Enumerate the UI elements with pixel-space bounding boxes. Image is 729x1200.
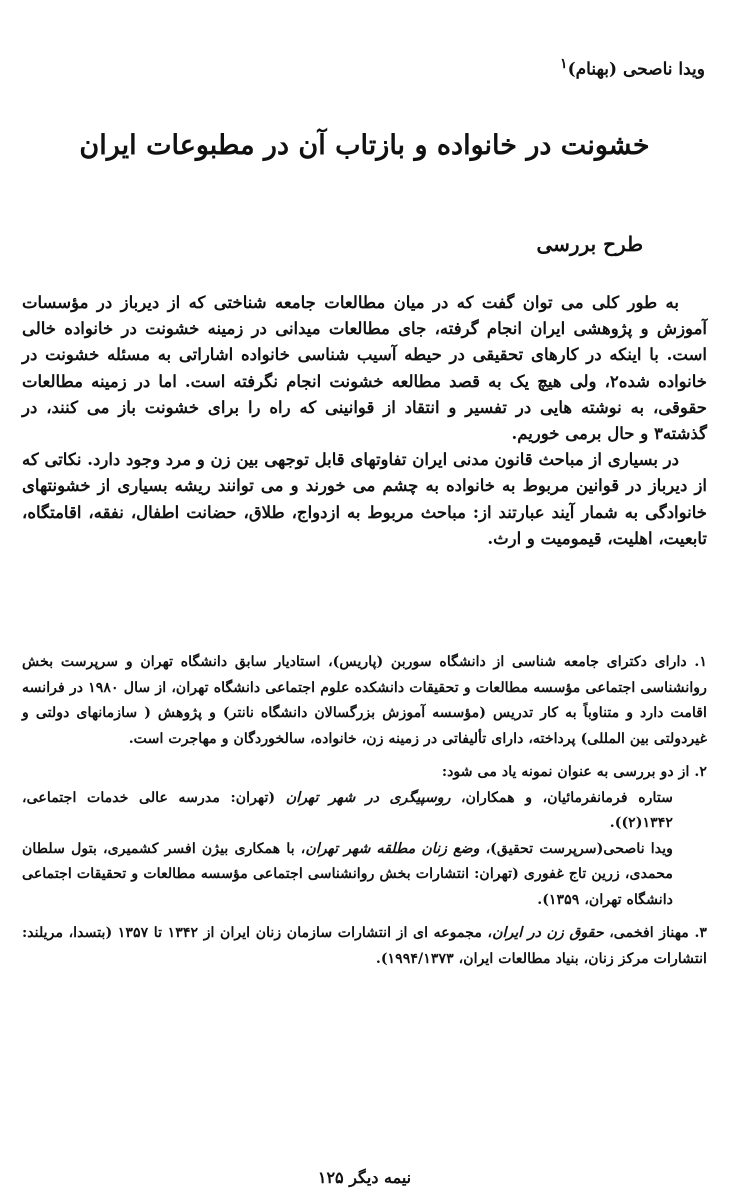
reference-publication: (تهران: مدرسه عالی خدمات اجتماعی، ۱۳۴۲(۲)). xyxy=(22,789,673,831)
article-title: خشونت در خانواده و بازتاب آن در مطبوعات ایران xyxy=(79,130,650,161)
reference-publication: ، با همکاری بیژن افسر کشمیری، بتول سلطان محمدی، زرین تاج غفوری (تهران: انتشارات بخش روانشناسی اجتماعی مؤسسه مطالعات و تحقیقات اجتماعی دانشگاه تهران، ۱۳۵۹). xyxy=(22,840,673,908)
reference-book-title: حقوق زن در ایران xyxy=(492,925,604,941)
reference-publication: ، مجموعه ای از انتشارات سازمان زنان ایران از ۱۳۴۲ تا ۱۳۵۷ (بتسدا، مریلند: انتشارات مرکز زنان، بنیاد مطالعات ایران، ۱۹۹۴/۱۳۷۳). xyxy=(22,925,707,967)
footnote-2 xyxy=(22,760,707,913)
author-name xyxy=(560,56,705,80)
paragraph: در بسیاری از مباحث قانون مدنی ایران تفاوتهای قابل توجهی بین زن و مرد وجود دارد. نکاتی که از دیرباز در قوانین مربوط به خانواده به چشم می خورند و می توانند ریشه بسیاری از خشونتهای خانوادگی به شمار آیند عبارتند از: مباحث مربوط به ازدواج، طلاق، حضانت اطفال، نفقه، اقامتگاه، تابعیت، اهلیت، قیمومیت و ارث. xyxy=(22,450,707,548)
footnote-label: ۱. xyxy=(694,654,707,670)
reference-authors: مهناز افخمی، xyxy=(603,925,689,941)
article-body xyxy=(22,290,707,552)
footnote-label: ۲. xyxy=(694,764,707,780)
author-text: ویدا ناصحی (بهنام) xyxy=(567,59,705,80)
footnote-label: ۳. xyxy=(694,925,708,941)
footnote-1 xyxy=(22,650,707,752)
section-heading: طرح بررسی xyxy=(536,232,643,256)
footnote-text: دارای دکترای جامعه شناسی از دانشگاه سوربن (پاریس)، استادیار سابق دانشگاه تهران و سرپرست بخش روانشناسی اجتماعی مؤسسه مطالعات و تحقیقات دانشکده علوم اجتماعی دانشگاه تهران، از سال ۱۹۸۰ در فرانسه اقامت دارد و متناوباً به کار تدریس (مؤسسه آموزش بزرگسالان دانشگاه نانتر) و پژوهش ( سازمانهای دولتی و غیردولتی بین المللی) پرداخته، دارای تألیفاتی در زمینه زن، خانواده، سالخوردگان و مهاجرت است. xyxy=(22,654,708,747)
author-footnote-mark: ۱ xyxy=(559,56,568,72)
footnotes xyxy=(22,650,707,980)
reference-authors: ستاره فرمانفرمائیان، و همکاران، xyxy=(450,789,673,806)
footnote-reference xyxy=(22,837,707,914)
page-footer: نیمه دیگر ۱۲۵ xyxy=(317,1168,412,1187)
footnote-reference xyxy=(22,786,707,837)
reference-authors: ویدا ناصحی(سرپرست تحقیق)، xyxy=(479,840,673,857)
footnote-3 xyxy=(22,921,707,972)
footnote-text: از دو بررسی به عنوان نمونه یاد می شود: xyxy=(441,764,690,780)
reference-book-title: وضع زنان مطلقه شهر تهران xyxy=(305,840,480,857)
reference-book-title: روسپیگری در شهر تهران xyxy=(285,789,451,806)
paragraph: به طور کلی می توان گفت که در میان مطالعات جامعه شناختی که از دیرباز در مؤسسات آموزش و پژوهشی ایران انجام گرفته، جای مطالعات میدانی در زمینه خشونت در خانواده خالی است. با اینکه در کارهای تحقیقی در حیطه آسیب شناسی خانواده اشاراتی به مسئله خشونت در خانواده شده۲، ولی هیچ یک به قصد مطالعه خشونت انجام نگرفته است. اما در زمینه مطالعات حقوقی، به نوشته هایی در تفسیر و انتقاد از قوانینی که راه را برای خشونت باز می کنند، در گذشته۳ و حال برمی خوریم. xyxy=(22,293,707,444)
